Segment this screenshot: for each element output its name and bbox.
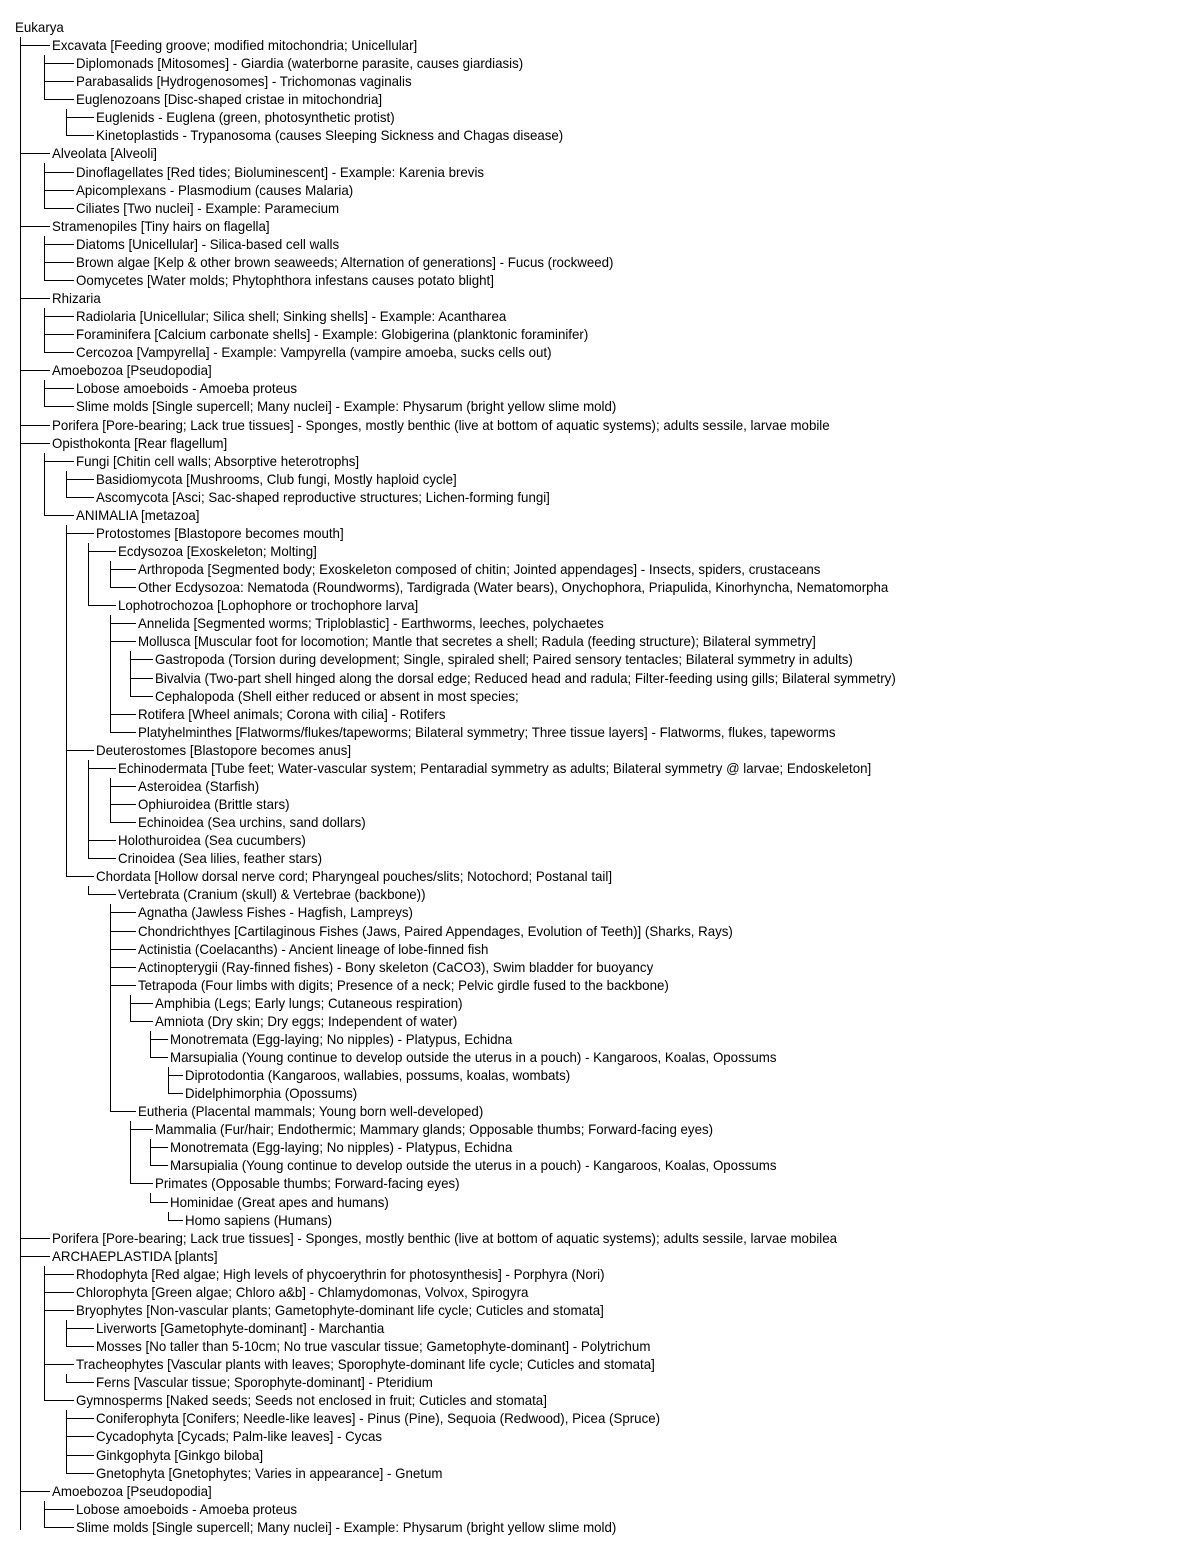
tree-node-label: Protostomes [Blastopore becomes mouth]: [96, 524, 344, 541]
tree-node-label: Vertebrata (Cranium (skull) & Vertebrae (backbone)): [118, 886, 426, 903]
tree-node-label: Radiolaria [Unicellular; Silica shell; Sinking shells] - Example: Acantharea: [76, 308, 507, 325]
tree-node-label: Other Ecdysozoa: Nematoda (Roundworms), Tardigrada (Water bears), Onychophora, Priapulida, Kinorhyncha, Nematomorpha: [138, 579, 889, 596]
tree-node-label: Tracheophytes [Vascular plants with leaves; Sporophyte-dominant life cycle; Cuticles and stomata]: [76, 1356, 655, 1373]
tree-node-label: Holothuroidea (Sea cucumbers): [118, 832, 306, 849]
tree-node-label: Arthropoda [Segmented body; Exoskeleton composed of chitin; Jointed appendages] - Insects, spiders, crustaceans: [138, 561, 821, 578]
tree-node-label: Parabasalids [Hydrogenosomes] - Trichomonas vaginalis: [76, 73, 412, 90]
tree-node-label: Diplomonads [Mitosomes] - Giardia (waterborne parasite, causes giardiasis): [76, 55, 524, 72]
tree-node-label: Amphibia (Legs; Early lungs; Cutaneous respiration): [155, 994, 463, 1011]
tree-node-label: Ascomycota [Asci; Sac-shaped reproductive structures; Lichen-forming fungi]: [96, 488, 550, 505]
tree-node-label: Ophiuroidea (Brittle stars): [138, 796, 290, 812]
tree-node-label: Asteroidea (Starfish): [138, 777, 260, 794]
tree-node-label: Mammalia (Fur/hair; Endothermic; Mammary glands; Opposable thumbs; Forward-facing eyes): [155, 1121, 714, 1138]
tree-node-label: Porifera [Pore-bearing; Lack true tissues] - Sponges, mostly benthic (live at bottom of aquatic systems); adults sessile, larvae mobile: [52, 416, 830, 433]
tree-node-label: Stramenopiles [Tiny hairs on flagella]: [52, 217, 270, 234]
tree-node-label: Chondrichthyes [Cartilaginous Fishes (Jaws, Paired Appendages, Evolution of Teeth)] (Sharks, Rays): [138, 922, 733, 939]
tree-node-label: Coniferophyta [Conifers; Needle-like leaves] - Pinus (Pine), Sequoia (Redwood), Picea (Spruce): [96, 1410, 661, 1427]
tree-node-label: Apicomplexans - Plasmodium (causes Malaria): [76, 181, 354, 198]
tree-node-label: Ginkgophyta [Ginkgo biloba]: [96, 1446, 264, 1463]
tree-node-label: Primates (Opposable thumbs; Forward-facing eyes): [155, 1175, 460, 1192]
tree-node-label: Cycadophyta [Cycads; Palm-like leaves] - Cycas: [96, 1428, 383, 1445]
tree-node-label: Actinistia (Coelacanths) - Ancient lineage of lobe-finned fish: [138, 940, 489, 957]
tree-node-label: Deuterostomes [Blastopore becomes anus]: [96, 741, 352, 758]
tree-node-label: Euglenozoans [Disc-shaped cristae in mitochondria]: [76, 91, 383, 108]
tree-node-label: Gnetophyta [Gnetophytes; Varies in appearance] - Gnetum: [96, 1464, 443, 1481]
tree-node-label: Mollusca [Muscular foot for locomotion; Mantle that secretes a shell; Radula (feeding structure); Bilateral symmetry]: [138, 633, 816, 650]
tree-node-label: Bryophytes [Non-vascular plants; Gametophyte-dominant life cycle; Cuticles and stomata]: [76, 1301, 604, 1318]
tree-node-label: Diatoms [Unicellular] - Silica-based cell walls: [76, 235, 340, 252]
tree-node-label: Alveolata [Alveoli]: [52, 145, 157, 162]
tree-node-label: Marsupialia (Young continue to develop outside the uterus in a pouch) - Kangaroos, Koalas, Opossums: [170, 1048, 777, 1065]
tree-node-label: Monotremata (Egg-laying; No nipples) - Platypus, Echidna: [170, 1030, 513, 1047]
tree-node-label: Amoebozoa [Pseudopodia]: [52, 362, 212, 379]
tree-node-label: Bivalvia (Two-part shell hinged along the dorsal edge; Reduced head and radula; Filter-feeding using gills; Bilateral symmetry): [155, 669, 896, 686]
tree-node-label: Diprotodontia (Kangaroos, wallabies, possums, koalas, wombats): [185, 1067, 571, 1084]
tree-node-label: Echinodermata [Tube feet; Water-vascular system; Pentaradial symmetry as adults; Bilateral symmetry @ larvae; Endoskeleton]: [118, 759, 872, 776]
tree-node-label: Ferns [Vascular tissue; Sporophyte-dominant] - Pteridium: [96, 1374, 433, 1391]
tree-node-label: Excavata [Feeding groove; modified mitochondria; Unicellular]: [52, 37, 418, 54]
tree-node-label: Crinoidea (Sea lilies, feather stars): [118, 850, 323, 867]
tree-node-label: Lobose amoeboids - Amoeba proteus: [76, 380, 298, 397]
tree-node-label: Brown algae [Kelp & other brown seaweeds; Alternation of generations] - Fucus (rockweed): [76, 253, 614, 270]
tree-node-label: Slime molds [Single supercell; Many nuclei] - Example: Physarum (bright yellow slime mold): [76, 1518, 617, 1535]
tree-node-label: Didelphimorphia (Opossums): [185, 1085, 358, 1102]
tree-node-label: Mosses [No taller than 5-10cm; No true vascular tissue; Gametophyte-dominant] - Polytrichum: [96, 1338, 651, 1355]
tree-node-label: Echinoidea (Sea urchins, sand dollars): [138, 814, 366, 831]
tree-node-label: Eutheria (Placental mammals; Young born well-developed): [138, 1103, 484, 1120]
tree-node-label: Euglenids - Euglena (green, photosynthetic protist): [96, 109, 395, 126]
tree-node-label: Annelida [Segmented worms; Triploblastic] - Earthworms, leeches, polychaetes: [138, 615, 604, 632]
tree-node-label: Chordata [Hollow dorsal nerve cord; Pharyngeal pouches/slits; Notochord; Postanal tail]: [96, 868, 613, 885]
tree-node-label: Cercozoa [Vampyrella] - Example: Vampyrella (vampire amoeba, sucks cells out): [76, 344, 552, 361]
tree-node-label: Actinopterygii (Ray-finned fishes) - Bony skeleton (CaCO3), Swim bladder for buoyancy: [138, 958, 654, 975]
tree-node-label: Lobose amoeboids - Amoeba proteus: [76, 1500, 298, 1517]
tree-node-label: Rhodophyta [Red algae; High levels of phycoerythrin for photosynthesis] - Porphyra (Nori): [76, 1265, 605, 1282]
tree-node-label: Tetrapoda (Four limbs with digits; Presence of a neck; Pelvic girdle fused to the backbone): [138, 976, 669, 993]
tree-node-label: Kinetoplastids - Trypanosoma (causes Sleeping Sickness and Chagas disease): [96, 127, 564, 144]
tree-node-label: Rhizaria: [52, 290, 101, 307]
tree-node-label: Foraminifera [Calcium carbonate shells] - Example: Globigerina (planktonic foraminifer): [76, 326, 589, 343]
tree-node-label: ANIMALIA [metazoa]: [76, 506, 200, 523]
tree-node-label: Opisthokonta [Rear flagellum]: [52, 434, 228, 451]
tree-node-label: Ecdysozoa [Exoskeleton; Molting]: [118, 543, 317, 560]
tree-node-label: Liverworts [Gametophyte-dominant] - Marchantia: [96, 1320, 385, 1337]
tree-node-label: Oomycetes [Water molds; Phytophthora infestans causes potato blight]: [76, 271, 494, 288]
tree-node-label: Eukarya: [15, 19, 64, 35]
tree-node-label: Cephalopoda (Shell either reduced or absent in most species;: [155, 687, 519, 704]
tree-node-label: Amniota (Dry skin; Dry eggs; Independent of water): [155, 1012, 458, 1029]
tree-node-label: Slime molds [Single supercell; Many nuclei] - Example: Physarum (bright yellow slime mold): [76, 398, 617, 415]
tree-node-label: Gastropoda (Torsion during development; Single, spiraled shell; Paired sensory tentacles; Bilateral symmetry in adults): [155, 651, 853, 668]
tree-node-label: Monotremata (Egg-laying; No nipples) - Platypus, Echidna: [170, 1139, 513, 1156]
tree-node-label: Chlorophyta [Green algae; Chloro a&b] - Chlamydomonas, Volvox, Spirogyra: [76, 1283, 529, 1300]
tree-node-label: Marsupialia (Young continue to develop outside the uterus in a pouch) - Kangaroos, Koalas, Opossums: [170, 1157, 777, 1174]
tree-node-label: Platyhelminthes [Flatworms/flukes/tapeworms; Bilateral symmetry; Three tissue layers] - Flatworms, flukes, tapeworms: [138, 723, 836, 740]
tree-node-label: Porifera [Pore-bearing; Lack true tissues] - Sponges, mostly benthic (live at bottom of aquatic systems); adults sessile, larvae mobilea: [52, 1229, 838, 1246]
tree-node-label: ARCHAEPLASTIDA [plants]: [52, 1247, 218, 1264]
tree-node-label: Fungi [Chitin cell walls; Absorptive heterotrophs]: [76, 452, 360, 469]
tree-node-label: Lophotrochozoa [Lophophore or trochophore larva]: [118, 597, 419, 614]
tree-node-label: Dinoflagellates [Red tides; Bioluminescent] - Example: Karenia brevis: [76, 163, 485, 180]
tree-node-label: Homo sapiens (Humans): [185, 1211, 333, 1228]
tree-node-label: Gymnosperms [Naked seeds; Seeds not enclosed in fruit; Cuticles and stomata]: [76, 1392, 547, 1409]
tree-node-label: Basidiomycota [Mushrooms, Club fungi, Mostly haploid cycle]: [96, 470, 457, 487]
tree-node-label: Hominidae (Great apes and humans): [170, 1193, 389, 1210]
tree-node-label: Amoebozoa [Pseudopodia]: [52, 1482, 212, 1499]
tree-node-label: Agnatha (Jawless Fishes - Hagfish, Lampreys): [138, 904, 413, 921]
tree-node-label: Ciliates [Two nuclei] - Example: Paramecium: [76, 199, 340, 216]
tree-node-label: Rotifera [Wheel animals; Corona with cilia] - Rotifers: [138, 705, 446, 722]
